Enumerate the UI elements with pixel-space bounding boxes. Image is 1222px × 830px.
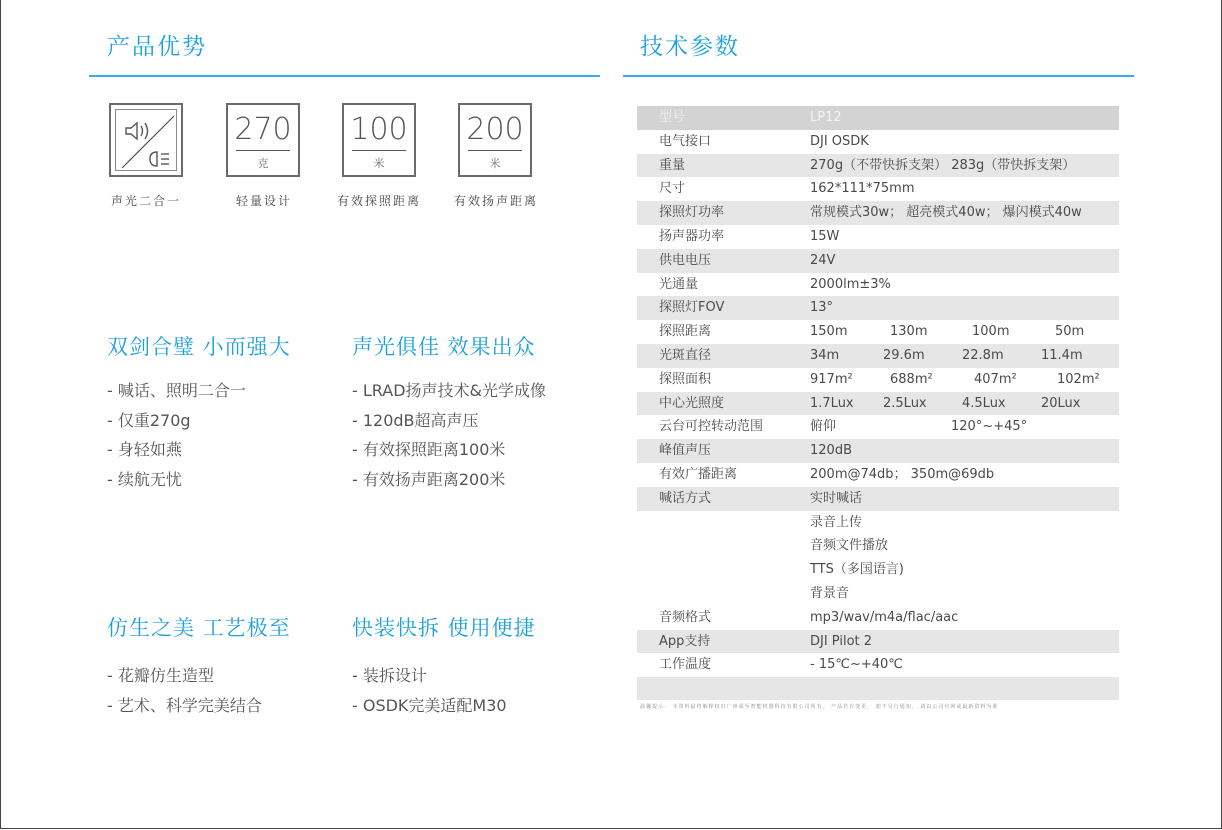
spec-value: 11.4m	[1041, 347, 1083, 363]
feature-title: 声光俱佳 效果出众	[352, 335, 536, 359]
spec-row	[637, 273, 1119, 297]
badge-value: 200	[466, 112, 524, 147]
spec-label: 光斑直径	[659, 347, 712, 363]
icon-caption: 声光二合一	[111, 194, 182, 208]
advantages-divider	[89, 75, 600, 77]
spec-label: 光通量	[659, 276, 699, 292]
spec-row-model	[637, 106, 1119, 130]
spec-value: 162*111*75mm	[810, 181, 915, 197]
spec-value: 688m²	[890, 371, 933, 387]
spec-value: LP12	[810, 110, 842, 125]
badge-unit: 米	[489, 157, 501, 170]
spec-label: 重量	[659, 157, 686, 173]
spec-row	[637, 582, 1119, 606]
spec-value: 俯仰	[810, 419, 837, 435]
spec-label: 电气接口	[659, 133, 712, 149]
spec-value: 24V	[810, 252, 836, 268]
spec-row	[637, 130, 1119, 154]
feature-item: - OSDK完美适配M30	[352, 695, 507, 715]
spec-value: 音频文件播放	[810, 538, 889, 554]
spec-row	[637, 534, 1119, 558]
spec-label: 扬声器功率	[659, 228, 725, 244]
feature-title: 仿生之美 工艺极至	[107, 616, 291, 640]
spec-label: 尺寸	[659, 181, 686, 197]
spec-value: 29.6m	[883, 347, 925, 363]
spec-value: DJI OSDK	[810, 133, 869, 149]
speaker-light-icon	[116, 110, 180, 174]
badge-unit: 克	[257, 157, 269, 170]
spec-value: 120°~+45°	[951, 419, 1028, 435]
spec-value: 100m	[972, 324, 1010, 340]
feature-item: - 花瓣仿生造型	[107, 666, 214, 685]
icon-caption: 轻量设计	[236, 194, 293, 208]
feature-title: 快装快拆 使用便捷	[352, 616, 536, 640]
light-range-badge	[342, 103, 416, 177]
spec-row	[637, 606, 1119, 630]
badge-unit: 米	[373, 157, 385, 170]
feature-title: 双剑合璧 小而强大	[107, 335, 291, 359]
spec-label: App支持	[659, 633, 711, 649]
feature-item: - LRAD扬声技术&光学成像	[352, 381, 546, 400]
feature-item: - 装拆设计	[352, 666, 427, 685]
spec-value: 4.5Lux	[962, 395, 1006, 411]
spec-row	[637, 296, 1119, 320]
spec-value: 917m²	[810, 371, 853, 387]
spec-label: 音频格式	[659, 609, 712, 625]
sound-range-badge	[458, 103, 532, 177]
spec-row	[637, 653, 1119, 677]
spec-row	[637, 630, 1119, 654]
spec-row	[637, 225, 1119, 249]
spec-value: - 15℃~+40℃	[810, 657, 903, 673]
spec-row	[637, 439, 1119, 463]
spec-row	[637, 201, 1119, 225]
spec-value: 120dB	[810, 443, 852, 459]
spec-label: 工作温度	[659, 657, 712, 673]
spec-value: 130m	[890, 324, 928, 340]
badge-value: 270	[234, 112, 292, 147]
spec-table	[637, 106, 1119, 700]
icon-caption: 有效探照距离	[337, 194, 422, 208]
spec-value: DJI Pilot 2	[810, 633, 873, 649]
spec-value: 2000lm±3%	[810, 276, 891, 292]
spec-value: 407m²	[974, 371, 1017, 387]
feature-item: - 喊话、照明二合一	[107, 381, 246, 400]
spec-label: 探照面积	[659, 371, 712, 387]
speaker-light-badge	[109, 103, 183, 177]
spec-row	[637, 463, 1119, 487]
spec-row	[637, 392, 1119, 416]
feature-item: - 有效扬声距离200米	[352, 469, 506, 489]
spec-row	[637, 368, 1119, 392]
spec-label: 云台可控转动范围	[659, 419, 764, 435]
spec-value: 常规模式30w； 超亮模式40w； 爆闪模式40w	[810, 205, 1082, 221]
spec-label: 峰值声压	[659, 443, 712, 459]
spec-value: 50m	[1055, 324, 1085, 340]
spec-value: 200m@74db； 350m@69db	[810, 466, 995, 482]
spec-label: 探照距离	[659, 324, 712, 340]
spec-row	[637, 320, 1119, 344]
weight-badge	[226, 103, 300, 177]
spec-value: 102m²	[1057, 371, 1100, 387]
spec-value: 13°	[810, 300, 834, 316]
spec-value: 1.7Lux	[810, 395, 854, 411]
spec-value: TTS（多国语言)	[810, 562, 904, 578]
spec-value: 22.8m	[962, 347, 1004, 363]
advantages-title: 产品优势	[107, 34, 207, 60]
specs-title: 技术参数	[640, 34, 740, 60]
spec-row	[637, 344, 1119, 368]
spec-row	[637, 511, 1119, 535]
spec-label: 有效广播距离	[659, 466, 738, 482]
feature-item: - 艺术、科学完美结合	[107, 695, 262, 715]
spec-value: 270g（不带快拆支架） 283g（带快拆支架）	[810, 157, 1076, 173]
spec-label: 供电电压	[659, 252, 712, 268]
feature-item: - 仅重270g	[107, 410, 191, 430]
spec-row	[637, 249, 1119, 273]
spec-row	[637, 154, 1119, 178]
feature-item: - 有效探照距离100米	[352, 440, 506, 459]
spec-value: 2.5Lux	[883, 395, 927, 411]
spec-label: 型号	[659, 110, 686, 125]
spec-label: 探照灯FOV	[659, 300, 725, 316]
feature-item: - 身轻如燕	[107, 440, 182, 459]
spec-value: 录音上传	[810, 514, 863, 530]
spec-row	[637, 415, 1119, 439]
icon-caption: 有效扬声距离	[454, 194, 539, 208]
feature-item: - 续航无忧	[107, 469, 182, 489]
spec-label: 中心光照度	[659, 395, 725, 411]
specs-divider	[623, 75, 1134, 77]
spec-row	[637, 558, 1119, 582]
feature-list	[107, 376, 246, 494]
feature-list	[352, 661, 507, 720]
spec-row	[637, 487, 1119, 511]
table-footer-band	[637, 677, 1119, 700]
feature-list	[352, 376, 546, 494]
spec-value: 15W	[810, 228, 840, 244]
spec-label: 喊话方式	[659, 490, 712, 506]
spec-value: 背景音	[810, 585, 850, 601]
spec-row	[637, 177, 1119, 201]
feature-item: - 120dB超高声压	[352, 410, 479, 430]
badge-value: 100	[350, 112, 408, 147]
spec-value: 34m	[810, 347, 840, 363]
spec-value: 实时喊话	[810, 490, 863, 506]
spec-value: 20Lux	[1041, 395, 1081, 411]
feature-list	[107, 661, 262, 720]
spec-value: mp3/wav/m4a/flac/aac	[810, 609, 959, 625]
spec-label: 探照灯功率	[659, 205, 725, 221]
footnote: 温馨提示： 本资料最终解释权归广州成至智能机器科技有限公司所有。 产品若有变更， 恕不另行通知， 请以公司官网或最新资料为准	[640, 704, 999, 710]
spec-value: 150m	[810, 324, 848, 340]
